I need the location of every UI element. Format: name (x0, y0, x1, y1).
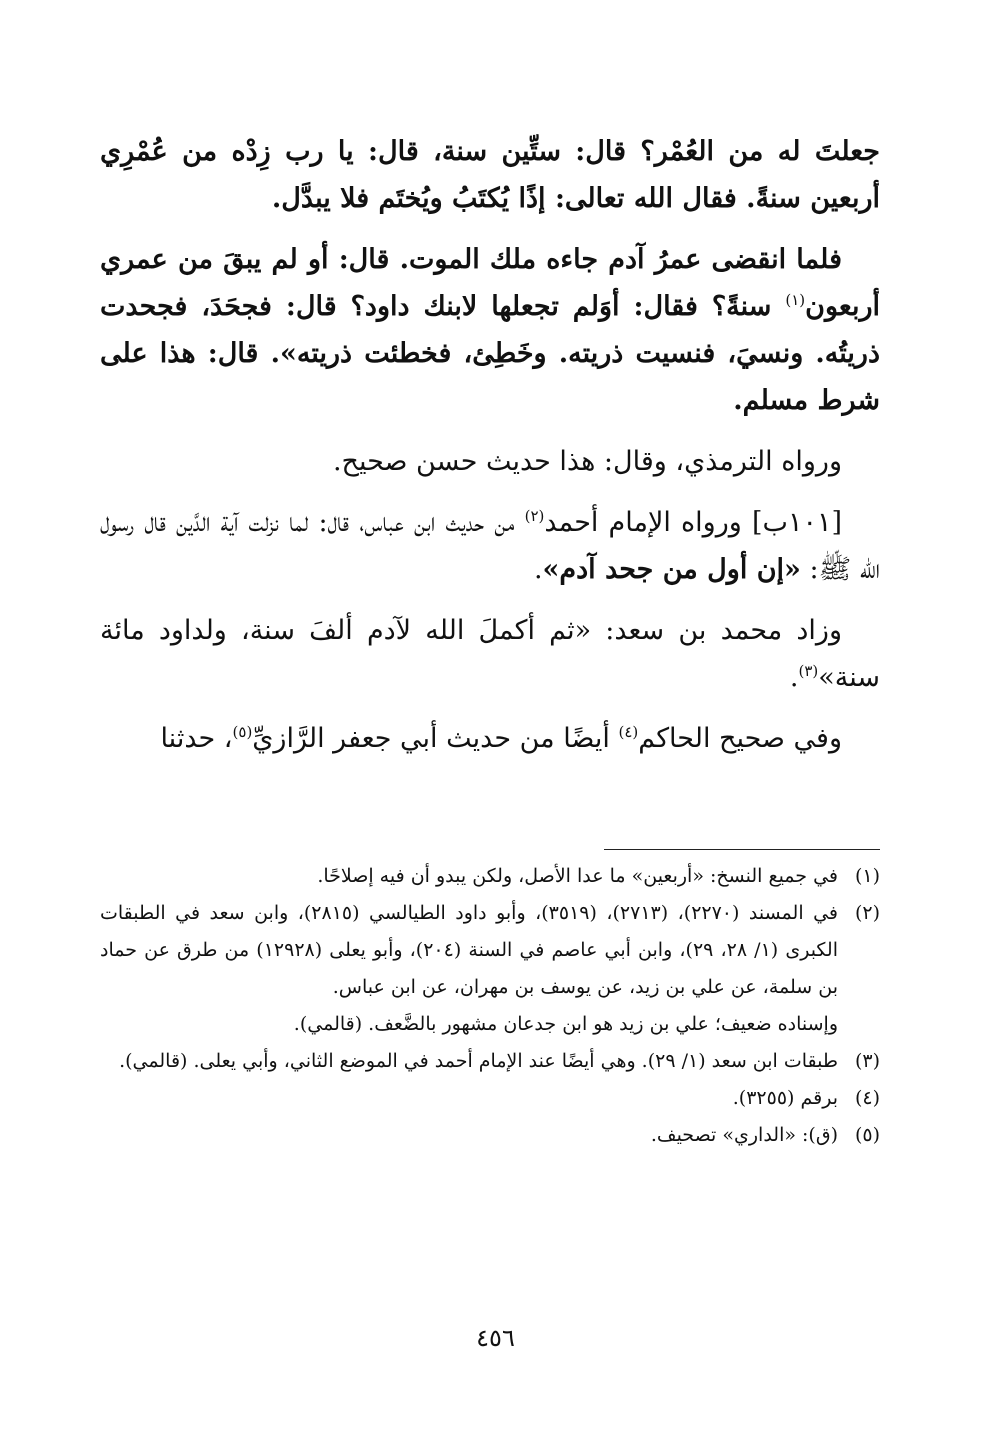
paragraph-4-text-b: من حديث ابن عباس، قال: لما نزلت آية الدَّين قال رسول الله ﷺ: (100, 507, 880, 585)
footnote-text: (ق): «الداري» تصحيف. (650, 1124, 838, 1146)
footnote-ref-5: (٥) (232, 723, 253, 741)
paragraph-4-text-a: [١٠١ب] ورواه الإمام أحمد (544, 507, 842, 538)
footnote-ref-4: (٤) (618, 723, 639, 741)
footnote-ref-1: (١) (785, 291, 806, 309)
paragraph-4 (100, 499, 880, 593)
footnote-ref-3: (٣) (798, 662, 819, 680)
footnote-text: في المسند (٢٢٧٠)، (٢٧١٣)، (٣٥١٩)، وأبو داود الطيالسي (٢٨١٥)، وابن سعد في الطبقات الكبرى (١/ ٢٨، ٢٩)، وابن أبي عاصم في السنة (٢٠٤)، وأبو يعلى (١٢٩٢٨) من طرق عن حماد بن سلمة، عن علي بن زيد، عن يوسف بن مهران، عن ابن عباس. (100, 902, 838, 998)
main-text (100, 128, 880, 776)
paragraph-6-text-a: وفي صحيح الحاكم (638, 723, 842, 754)
footnote-5 (100, 1117, 880, 1154)
page-number: ٤٥٦ (476, 1324, 515, 1352)
footnote-text: طبقات ابن سعد (١/ ٢٩). وهي أيضًا عند الإمام أحمد في الموضع الثاني، وأبي يعلى. (قالمي). (119, 1050, 838, 1072)
footnote-1 (100, 858, 880, 895)
paragraph-6-text-c: ، حدثنا (160, 723, 233, 754)
paragraph-2-text-a: فلما انقضى عمرُ آدم جاءه ملك الموت. قال: أو لم يبقَ من عمري أربعون (100, 244, 880, 322)
paragraph-5-end: . (789, 662, 799, 693)
paragraph-5 (100, 607, 880, 701)
footnote-text: في جميع النسخ: «أربعين» ما عدا الأصل، ولكن يبدو أن فيه إصلاحًا. (317, 865, 838, 887)
paragraph-6 (100, 715, 880, 762)
footnote-2-continuation: وإسناده ضعيف؛ علي بن زيد هو ابن جدعان مشهور بالضَّعف. (قالمي). (293, 1013, 838, 1035)
footnote-number: (٤) (854, 1087, 880, 1109)
footnote-number: (١) (854, 865, 880, 887)
paragraph-1: جعلتَ له من العُمْر؟ قال: ستِّين سنة، قال: يا رب زِدْه من عُمْرِي أربعين سنةً. فقال الله تعالى: إذًا يُكتَبُ ويُختَم فلا يبدَّل. (100, 136, 880, 214)
paragraph-2-text-b: سنةً؟ فقال: أوَلم تجعلها لابنك داود؟ قال: فجحَدَ، فجحدت ذريتُه. ونسيَ، فنسيت ذريته. وخَطِئ، فخطئت ذريته». قال: هذا على شرط مسلم. (100, 291, 880, 416)
paragraph-3: ورواه الترمذي، وقال: هذا حديث حسن صحيح. (332, 446, 842, 477)
paragraph-6-text-b: أيضًا من حديث أبي جعفر الرَّازيِّ (252, 723, 619, 754)
footnote-2 (100, 895, 880, 1006)
paragraph-2 (100, 236, 880, 424)
paragraph-4-end: . (533, 554, 543, 585)
footnote-number: (٢) (854, 902, 880, 924)
footnote-number: (٥) (854, 1124, 880, 1146)
paragraph-5-text: وزاد محمد بن سعد: «ثم أكملَ الله لآدم ألفَ سنة، ولداود مائة سنة» (100, 615, 880, 693)
footnote-number: (٣) (854, 1050, 880, 1072)
hadith-quote: «إن أول من جحد آدم» (542, 554, 801, 585)
footnotes (100, 858, 880, 1154)
footnote-ref-2: (٢) (524, 507, 545, 525)
footnote-text: برقم (٣٢٥٥). (732, 1087, 838, 1109)
footnote-separator (604, 849, 880, 850)
footnote-3 (100, 1043, 880, 1080)
footnote-4 (100, 1080, 880, 1117)
